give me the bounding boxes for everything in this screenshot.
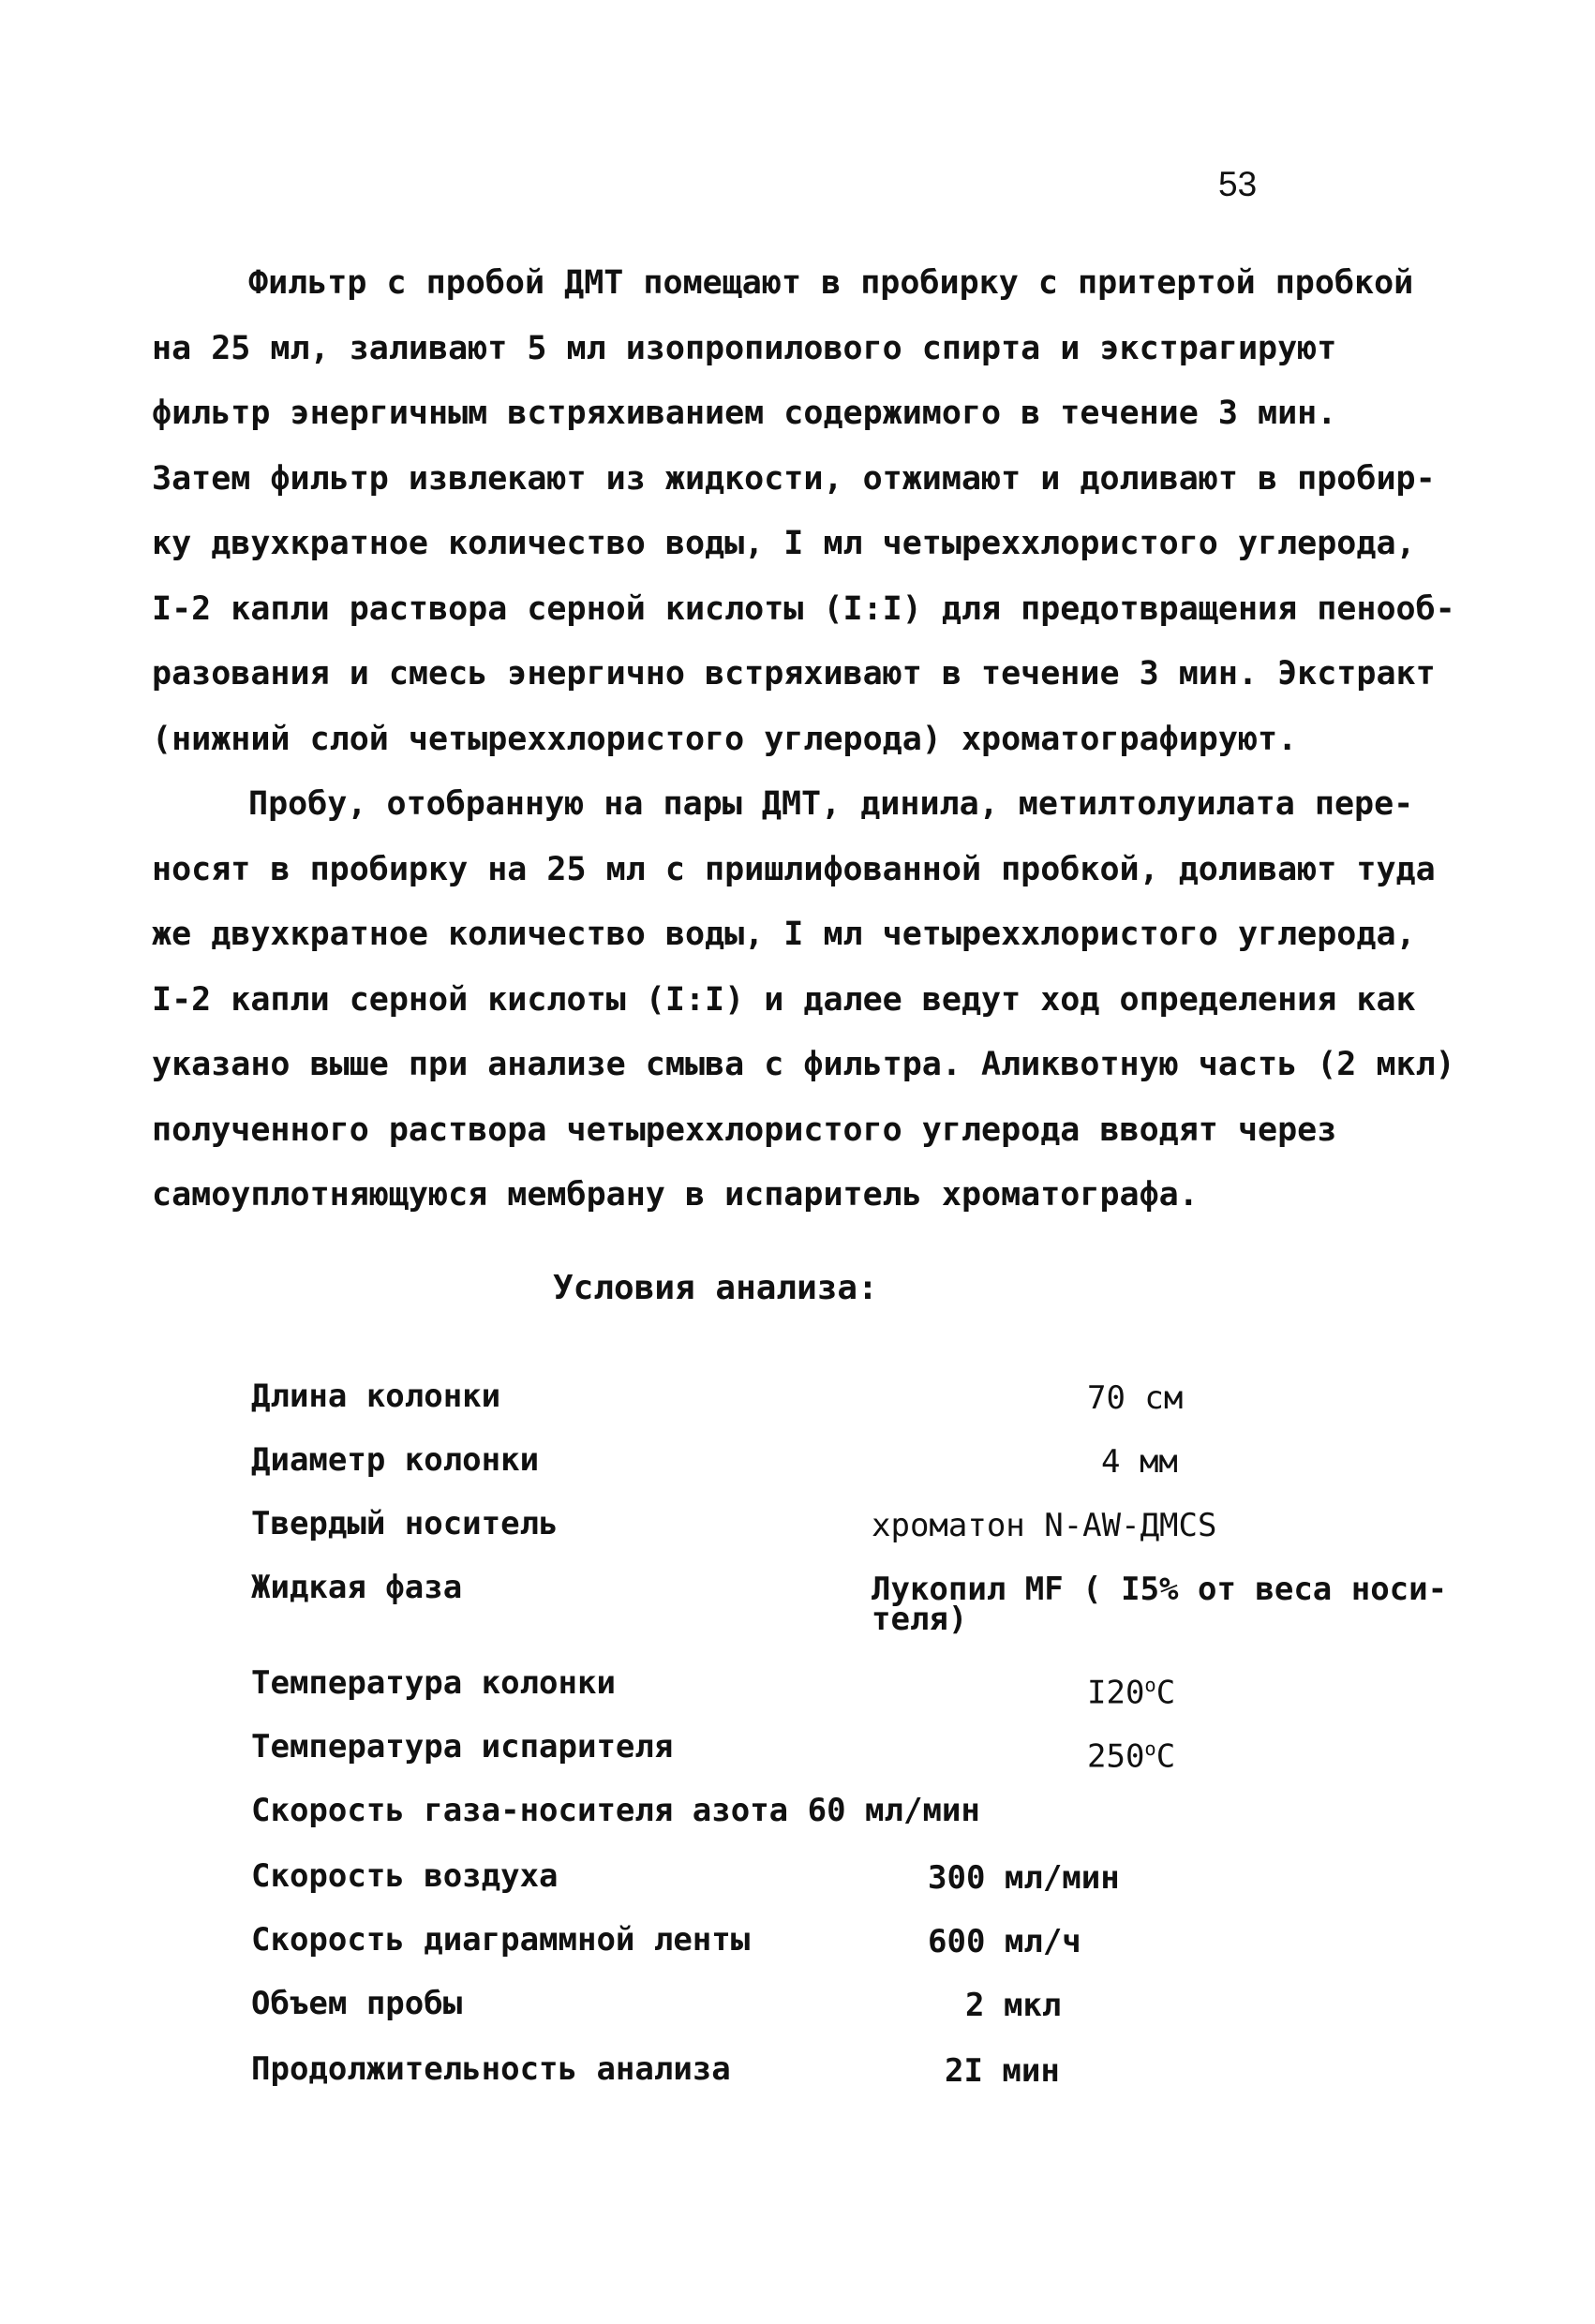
- condition-label-column-length: Длина колонки: [251, 1378, 501, 1415]
- text-line: I-2 капли серной кислоты (I:I) и далее ведут ход определения как: [152, 980, 1416, 1019]
- condition-value-air-rate: 300 мл/мин: [928, 1859, 1120, 1897]
- temperature-unit: C: [1155, 1737, 1176, 1776]
- condition-value-analysis-duration: 2I мин: [945, 2052, 1060, 2090]
- condition-value-evaporator-temperature: [1087, 1732, 1176, 1776]
- text-line: указано выше при анализе смыва с фильтра. Аликвотную часть (2 мкл): [152, 1046, 1455, 1083]
- text-line: разования и смесь энергично встряхивают в течение 3 мин. Экстракт: [152, 655, 1436, 693]
- condition-label-sample-volume: Объем пробы: [251, 1985, 463, 2022]
- text-line: полученного раствора четыреххлористого углерода вводят через: [152, 1110, 1337, 1149]
- text-line: фильтр энергичным встряхиванием содержимого в течение 3 мин.: [152, 395, 1337, 432]
- condition-value-column-diameter: 4 мм: [1101, 1443, 1178, 1481]
- condition-value-column-length: 70 см: [1087, 1379, 1184, 1417]
- condition-value-sample-volume: 2 мкл: [965, 1987, 1062, 2024]
- degree-mark: o: [1144, 1674, 1156, 1696]
- condition-value-solid-carrier: хроматон N-AW-ДМСS: [872, 1507, 1217, 1544]
- text-line: Затем фильтр извлекают из жидкости, отжимают и доливают в пробир-: [152, 459, 1436, 498]
- text-line: носят в пробирку на 25 мл с пришлифованной пробкой, доливают туда: [152, 850, 1436, 888]
- condition-label-column-temperature: Температура колонки: [251, 1664, 616, 1702]
- paragraph-2: [152, 772, 1455, 1229]
- condition-value-column-temperature: [1087, 1668, 1176, 1712]
- temperature-number: 250: [1087, 1737, 1145, 1776]
- text-line: I-2 капли раствора серной кислоты (I:I) для предотвращения пенооб-: [152, 589, 1455, 628]
- condition-label-column-diameter: Диаметр колонки: [251, 1441, 540, 1479]
- text-line: самоуплотняющуюся мембрану в испаритель хроматографа.: [152, 1176, 1199, 1214]
- degree-mark: o: [1144, 1737, 1156, 1760]
- text-line: Пробу, отобранную на пары ДМТ, динила, метилтолуилата пере-: [248, 785, 1414, 823]
- condition-label-solid-carrier: Твердый носитель: [251, 1505, 559, 1542]
- condition-label-carrier-gas-rate: Скорость газа-носителя азота 60 мл/мин: [251, 1792, 980, 1829]
- text-line: же двухкратное количество воды, I мл четыреххлористого углерода,: [152, 916, 1416, 953]
- text-line: ку двухкратное количество воды, I мл четыреххлористого углерода,: [152, 525, 1416, 562]
- condition-label-evaporator-temperature: Температура испарителя: [251, 1728, 674, 1765]
- paragraph-1: [152, 251, 1455, 772]
- text-line: на 25 мл, заливают 5 мл изопропилового спирта и экстрагируют: [152, 329, 1337, 367]
- condition-label-liquid-phase: Жидкая фаза: [251, 1569, 463, 1606]
- condition-value-liquid-phase-line2: теля): [872, 1601, 968, 1638]
- conditions-title: Условия анализа:: [553, 1269, 878, 1307]
- body-text: [152, 251, 1455, 1229]
- temperature-unit: C: [1155, 1674, 1176, 1712]
- condition-label-chart-tape-rate: Скорость диаграммной ленты: [251, 1921, 751, 1959]
- condition-label-analysis-duration: Продолжительность анализа: [251, 2050, 731, 2088]
- condition-value-chart-tape-rate: 600 мл/ч: [928, 1923, 1081, 1960]
- condition-label-air-rate: Скорость воздуха: [251, 1857, 559, 1895]
- condition-value-liquid-phase-line1: Лукопил MF ( I5% от веса носи-: [872, 1571, 1448, 1608]
- text-line: Фильтр с пробой ДМТ помещают в пробирку с притертой пробкой: [248, 264, 1414, 302]
- text-line: (нижний слой четыреххлористого углерода) хроматографируют.: [152, 720, 1298, 758]
- page-number: 53: [1218, 165, 1258, 203]
- temperature-number: I20: [1087, 1674, 1145, 1712]
